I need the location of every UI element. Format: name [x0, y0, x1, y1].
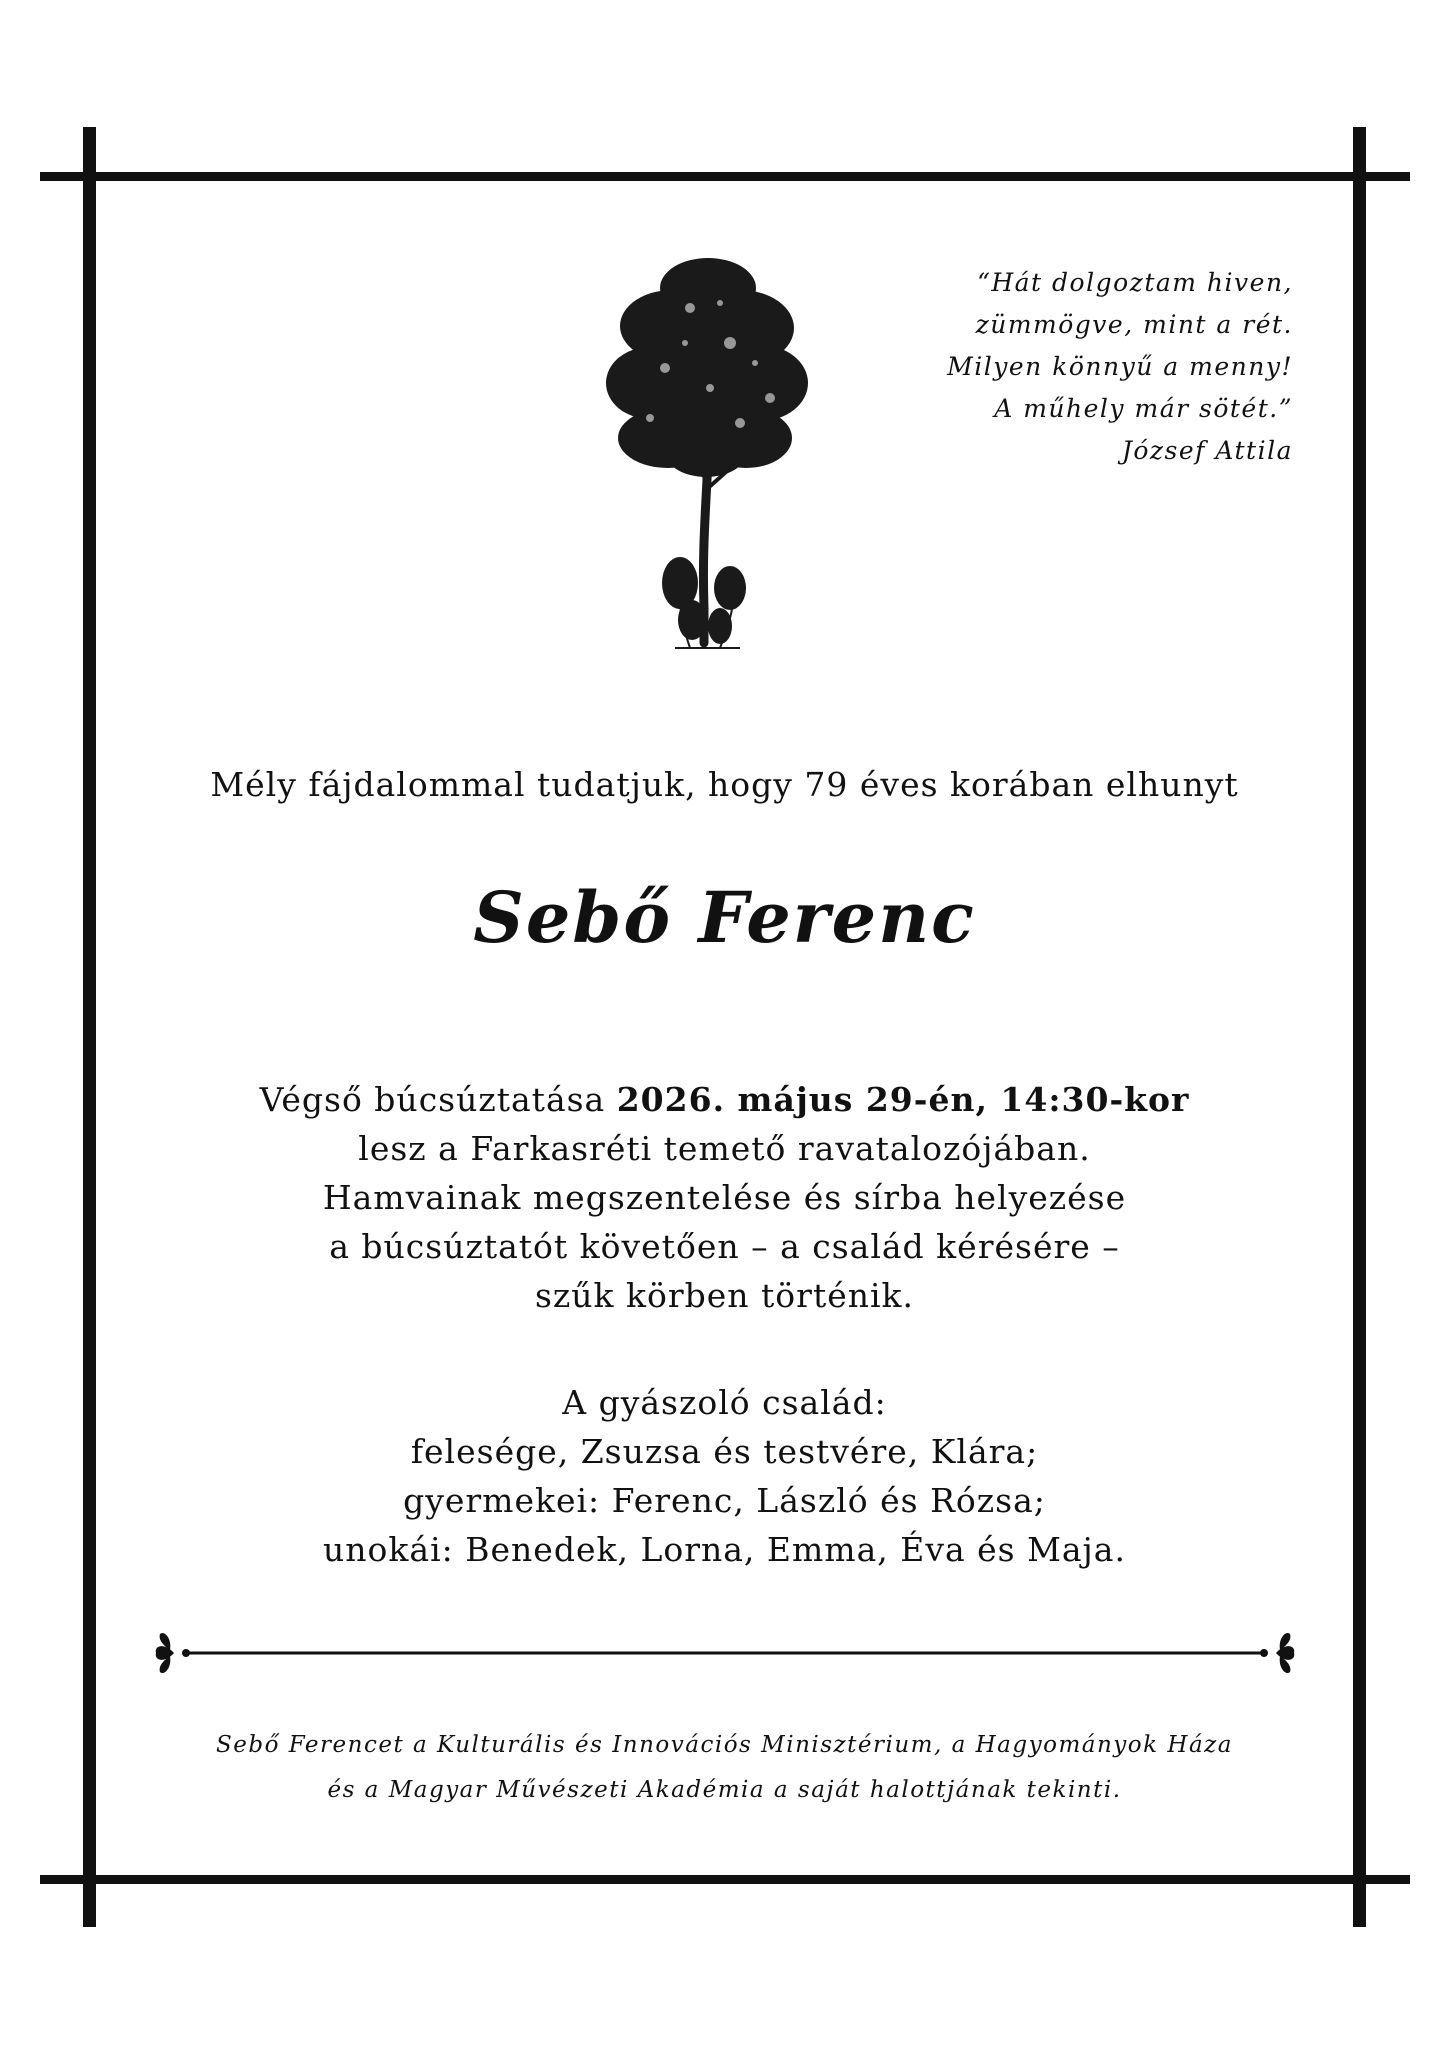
funeral-date-line: [96, 1075, 1353, 1124]
quote-author: József Attila: [1121, 436, 1293, 465]
funeral-line: Hamvainak megszentelése és sírba helyezése: [322, 1178, 1127, 1217]
frame-bottom-border: [40, 1875, 1410, 1884]
poem-quote: [773, 262, 1293, 472]
funeral-datetime: 2026. május 29-én, 14:30-kor: [616, 1080, 1190, 1119]
funeral-line: lesz a Farkasréti temető ravatalozójában.: [358, 1129, 1091, 1168]
frame-right-border: [1353, 127, 1366, 1927]
family-heading: A gyászoló család:: [562, 1383, 887, 1422]
funeral-line: a búcsúztatót követően – a család kérésére –: [329, 1227, 1120, 1266]
footer-line: és a Magyar Művészeti Akadémia a saját halottjának tekinti.: [327, 1777, 1122, 1803]
ornamental-divider-icon: [150, 1628, 1300, 1678]
family-line: gyermekei: Ferenc, László és Rózsa;: [403, 1481, 1046, 1520]
funeral-details: [96, 1075, 1353, 1320]
quote-line: Milyen könnyű a menny!: [947, 352, 1293, 381]
announcement-intro: Mély fájdalommal tudatjuk, hogy 79 éves korában elhunyt: [210, 765, 1239, 804]
deceased-name: Sebő Ferenc: [473, 876, 976, 959]
family-line: unokái: Benedek, Lorna, Emma, Éva és Maja.: [323, 1530, 1126, 1569]
quote-line: “Hát dolgoztam hiven,: [977, 268, 1293, 297]
family-line: felesége, Zsuzsa és testvére, Klára;: [410, 1432, 1039, 1471]
frame-top-border: [40, 172, 1410, 181]
quote-line: zümmögve, mint a rét.: [975, 310, 1293, 339]
footer-line: Sebő Ferencet a Kulturális és Innovációs Minisztérium, a Hagyományok Háza: [215, 1732, 1233, 1758]
mourning-family: [96, 1378, 1353, 1574]
funeral-prefix: Végső búcsúztatása: [259, 1080, 617, 1119]
funeral-line: szűk körben történik.: [534, 1276, 915, 1315]
quote-line: A műhely már sötét.”: [994, 394, 1293, 423]
frame-left-border: [83, 127, 96, 1927]
honorary-note: [96, 1723, 1353, 1813]
